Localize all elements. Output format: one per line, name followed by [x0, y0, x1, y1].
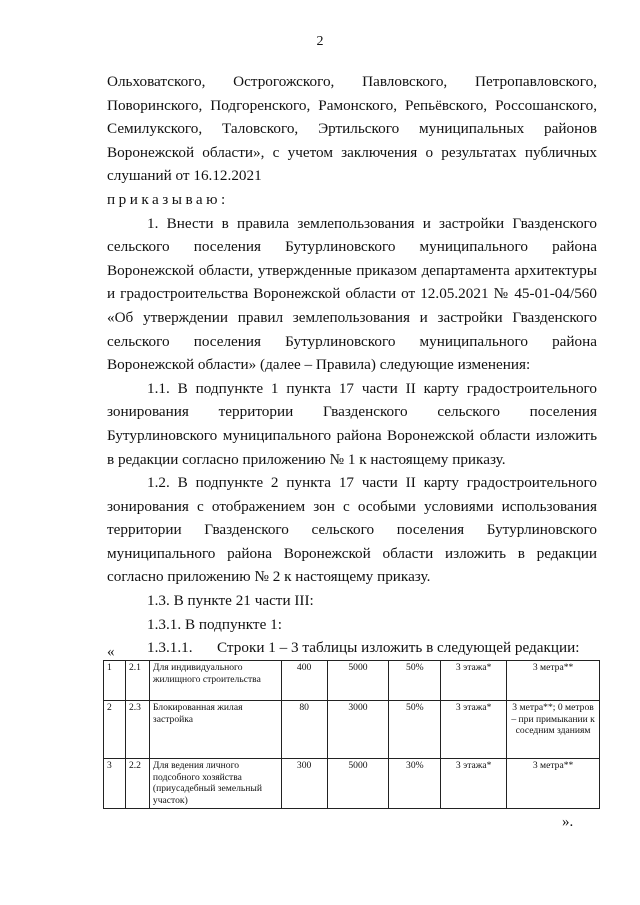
max-floors: 3 этажа* — [441, 701, 507, 759]
min-area: 80 — [281, 701, 327, 759]
intro-paragraph: Ольховатского, Острогожского, Павловского, Петропавловского, Поворинского, Подгоренского, Рамонского, Репьёвского, Россошанского, Семилукского, Таловского, Эртильского муниципальных районов Воронежской области», с учетом заключения о результатах публичных слушаний от 16.12.2021 — [107, 73, 597, 185]
max-floors: 3 этажа* — [441, 661, 507, 701]
paragraph-1-3: 1.3. В пункте 21 части III: — [147, 592, 314, 610]
order-word: приказываю: — [107, 190, 229, 208]
max-area: 5000 — [327, 759, 389, 809]
page-number: 2 — [316, 34, 324, 49]
use-code: 2.2 — [125, 759, 149, 809]
max-area: 5000 — [327, 661, 389, 701]
use-code: 2.3 — [125, 701, 149, 759]
use-name: Блокированная жилая застройка — [149, 701, 281, 759]
paragraph-1-3-1-1 — [147, 636, 597, 660]
paragraph-1-1: 1.1. В подпункте 1 пункта 17 части II карту градостроительного зонирования территории Гвазденского сельского поселения Бутурлиновского муниципального района Воронежской области изложить в редакции согласно приложению № 1 к настоящему приказу. — [107, 379, 597, 468]
row-number: 1 — [104, 661, 126, 701]
min-indent: 3 метра** — [507, 661, 600, 701]
use-name: Для индивидуального жилищного строительства — [149, 661, 281, 701]
paragraph-1-2: 1.2. В подпункте 2 пункта 17 части II карту градостроительного зонирования с отображением зон с особыми условиями использования территории Гвазденского сельского поселения Бутурлиновского муниципального района Воронежской области изложить в редакции согласно приложению № 2 к настоящему приказу. — [107, 474, 597, 586]
table-row — [104, 701, 600, 759]
min-area: 400 — [281, 661, 327, 701]
min-indent: 3 метра** — [507, 759, 600, 809]
min-area: 300 — [281, 759, 327, 809]
item-text: Строки 1 – 3 таблицы изложить в следующей редакции: — [217, 639, 580, 657]
item-number: 1.3.1.1. — [147, 639, 193, 657]
build-percent: 50% — [389, 701, 441, 759]
table-row — [104, 661, 600, 701]
use-code: 2.1 — [125, 661, 149, 701]
min-indent: 3 метра**; 0 метров – при примыкании к соседним зданиям — [507, 701, 600, 759]
table-row — [104, 759, 600, 809]
document-body — [107, 70, 597, 660]
row-number: 3 — [104, 759, 126, 809]
zoning-table — [103, 660, 600, 809]
max-area: 3000 — [327, 701, 389, 759]
opening-quote: « — [107, 644, 115, 660]
closing-quote: ». — [562, 814, 574, 830]
paragraph-1: 1. Внести в правила землепользования и застройки Гвазденского сельского поселения Бутурлиновского муниципального района Воронежской области, утвержденные приказом департамента архитектуры и градостроительства Воронежской области от 12.05.2021 № 45-01-04/560 «Об утверждении правил землепользования и застройки Гвазденского сельского поселения Бутурлиновского муниципального района Воронежской области» (далее – Правила) следующие изменения: — [107, 214, 597, 374]
paragraph-1-3-1: 1.3.1. В подпункте 1: — [147, 615, 282, 633]
use-name: Для ведения личного подсобного хозяйства (приусадебный земельный участок) — [149, 759, 281, 809]
row-number: 2 — [104, 701, 126, 759]
max-floors: 3 этажа* — [441, 759, 507, 809]
build-percent: 50% — [389, 661, 441, 701]
build-percent: 30% — [389, 759, 441, 809]
